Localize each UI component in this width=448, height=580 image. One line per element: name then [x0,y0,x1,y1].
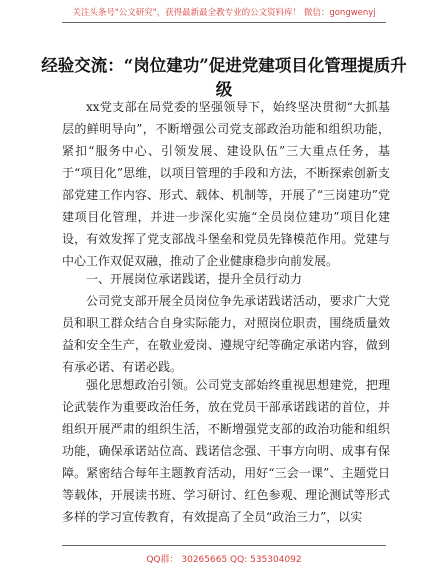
top-banner: 关注头条号"公文研究"，获得最新最全教专业的公文资料库！ 微信：gongwenyj [72,8,376,18]
body-paragraph: 公司党支部开展全员岗位争先承诺践诺活动，要求广大党员和职工群众结合自身实际能力，对照岗位职责，围绕质量效益和安全生产，在敬业爱岗、遵规守纪等确定承诺内容，做到有承必诺、有诺必践。 [62,294,390,374]
body-paragraph: 强化思想政治引领。公司党支部始终重视思想建党，把理论武装作为重要政治任务，放在党员干部承诺践诺的首位，并组织开展严肃的组织生活，不断增强党支部的政治功能和组织功能，确保承诺站位高、践诺信念强、干事方向明、成事有保障。紧密结合每年主题教育活动，用好“三会一课”、主题党日等载体，开展读书班、学习研讨、红色参观、理论测试等形式多样的学习宣传教育，有效提高了全员“政治三力”，以实 [62,378,390,524]
footer-contact: QQ群： 30265665 QQ: 535304092 [146,555,302,565]
footer-divider [62,545,386,546]
header-divider [62,22,386,23]
document-title: 经验交流：“岗位建功”促进党建项目化管理提质升级 [41,56,407,99]
intro-paragraph: xx党支部在局党委的坚强领导下，始终坚决贯彻“大抓基层的鲜明导向”，不断增强公司党支部政治功能和组织功能，紧扣“服务中心、引领发展、建设队伍”三大重点任务，基于“项目化”思维，以项目管理的手段和方法，不断探索创新支部党建工作内容、形式、载体、机制等，开展了“三岗建功”党建项目化管理，并进一步深化实施“全员岗位建功”项目化建设，有效发挥了党支部战斗堡垒和党员先锋模范作用。党建与中心工作双促双融，推动了企业健康稳步向前发展。 [62,100,390,268]
section-heading: 一、开展岗位承诺践诺，提升全员行动力 [86,272,303,286]
